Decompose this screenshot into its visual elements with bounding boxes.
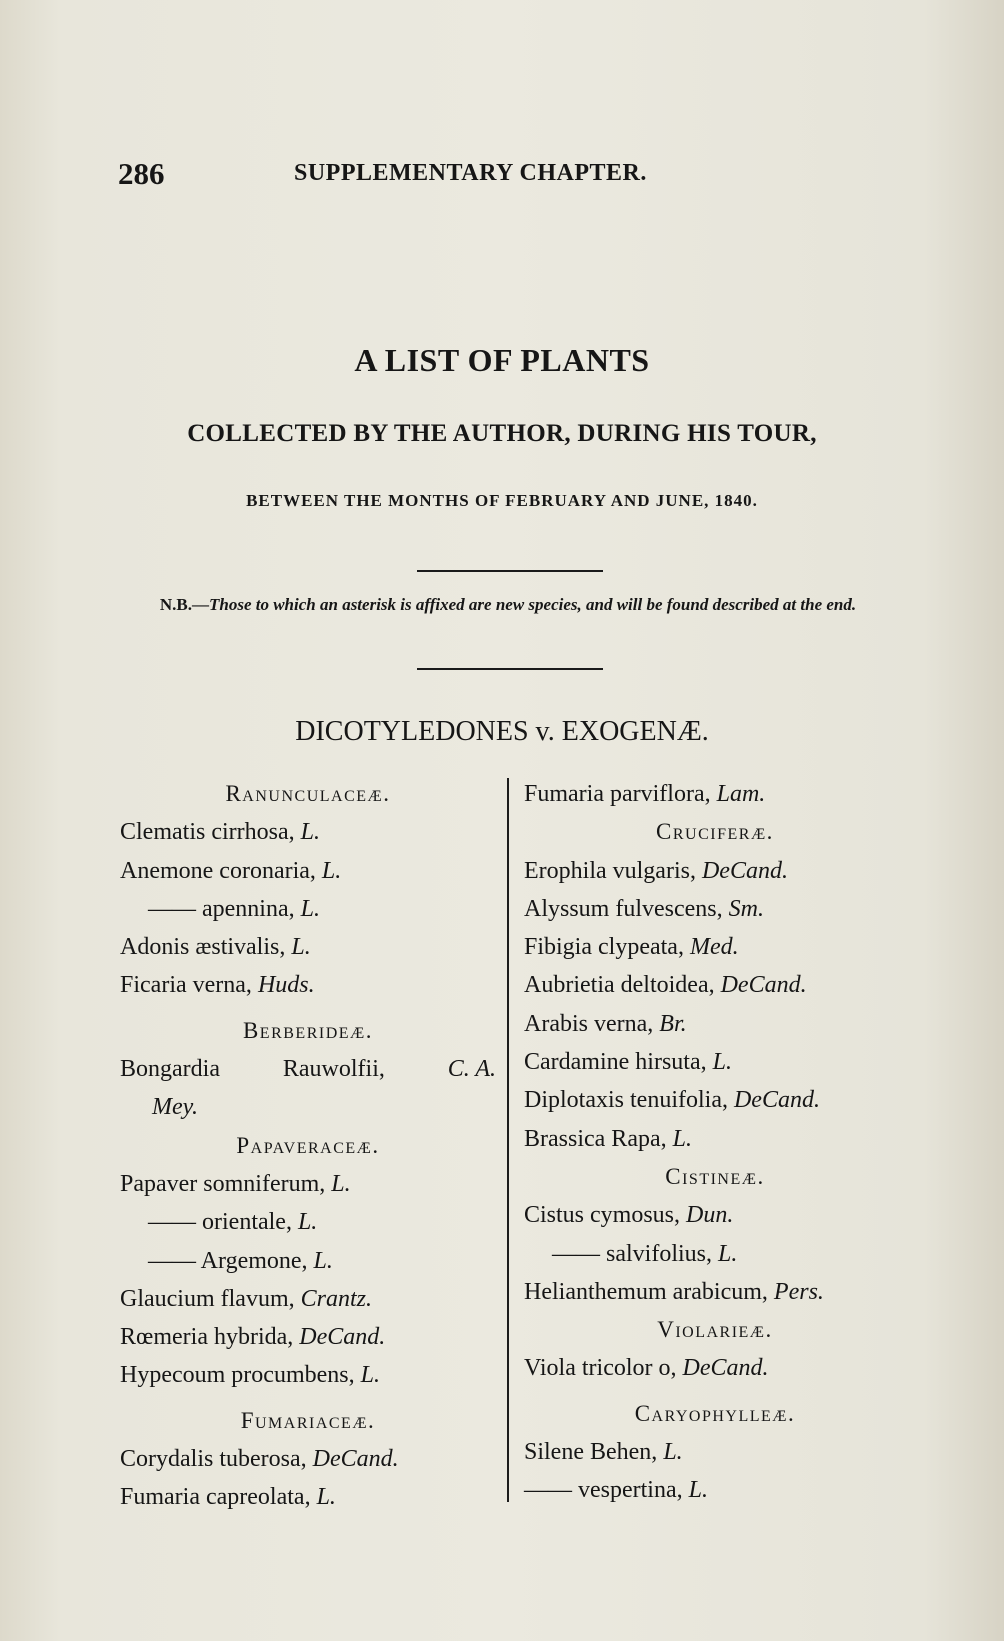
plant-author: L. [688,1477,708,1504]
family-heading: Papaveraceæ. [236,1132,380,1158]
plant-entry [524,1433,906,1471]
note [118,590,898,619]
family-heading: Caryophylleæ. [634,1400,796,1426]
plant-entry [524,1120,906,1158]
plant-name-part: Bongardia [120,1056,220,1083]
plant-author: L. [316,1484,336,1511]
plant-author: Med. [689,934,739,961]
plant-name: Hypecoum procumbens, [120,1362,361,1389]
left-column [120,775,496,1517]
plant-author: DeCand. [733,1087,820,1114]
plant-name: —— Argemone, [148,1247,314,1274]
plant-author: Crantz. [300,1285,372,1312]
plant-name: Erophila vulgaris, [524,857,702,884]
plant-entry [120,1318,496,1356]
plant-entry [524,1235,906,1273]
plant-entry [524,966,906,1004]
plant-name: Clematis cirrhosa, [120,819,301,846]
plant-name: Silene Behen, [524,1439,664,1466]
family-heading: Cruciferæ. [656,819,774,845]
plant-name: Fibigia clypeata, [524,934,690,961]
plant-author: L. [300,819,320,846]
plant-name: —— salvifolius, [552,1240,718,1267]
plant-name: Ficaria verna, [120,972,258,999]
plant-name: Cistus cymosus, [524,1202,687,1229]
plant-author: DeCand. [299,1324,386,1351]
plant-author: DeCand. [720,972,807,999]
plant-entry [524,1005,906,1043]
plant-author: L. [663,1439,683,1466]
plant-author: L. [360,1362,380,1389]
plant-name-part: Rauwolfii, [282,1056,385,1083]
plant-entry [524,1043,906,1081]
plant-entry [524,1273,906,1311]
note-prefix: N.B.— [159,595,209,614]
plant-author: L. [313,1247,333,1274]
plant-author: DeCand. [312,1446,399,1473]
plant-author: DeCand. [682,1355,769,1382]
plant-entry [120,1203,496,1241]
page-header [118,156,898,196]
plant-entry [524,1081,906,1119]
plant-author: Br. [659,1010,687,1037]
family-heading: Cistineæ. [665,1163,765,1189]
plant-author: L. [291,934,311,961]
family-heading: Violarieæ. [657,1317,773,1343]
family-heading: Ranunculaceæ. [225,781,391,806]
top-rule [417,570,603,572]
plant-name: Helianthemum arabicum, [524,1278,774,1305]
plant-author-continued: Mey. [152,1094,198,1121]
plant-name: —— orientale, [148,1209,298,1236]
plant-name: —— apennina, [148,895,301,922]
plant-name: Corydalis tuberosa, [120,1446,313,1473]
plant-entry [120,1165,496,1203]
plant-entry [120,1440,496,1478]
section-heading: DICOTYLEDONES v. EXOGENÆ. [295,716,709,747]
plant-entry [120,1478,496,1516]
bottom-rule [417,668,603,670]
plant-author: Pers. [773,1278,824,1305]
plant-name: Aubrietia deltoidea, [524,972,721,999]
family-heading: Berberideæ. [242,1017,374,1043]
plant-author: C. A. [447,1056,496,1083]
plant-name: Anemone coronaria, [120,857,322,884]
plant-author: L. [300,895,320,922]
plant-entry [120,813,496,851]
plant-name: Glaucium flavum, [120,1285,301,1312]
plant-entry [120,1356,496,1394]
plant-name: Fumaria capreolata, [120,1484,317,1511]
plant-entry [120,1242,496,1280]
plant-entry [120,1050,496,1088]
plant-name: Fumaria parviflora, [524,781,717,807]
plant-entry [120,928,496,966]
plant-entry [524,1349,906,1387]
plant-author: Sm. [728,895,764,922]
plant-name: —— vespertina, [524,1477,689,1504]
right-column [524,775,906,1510]
plant-entry [524,775,906,813]
plant-author: Huds. [257,972,315,999]
family-heading: Fumariaceæ. [240,1407,376,1433]
plant-name: Alyssum fulvescens, [524,895,729,922]
plant-name: Rœmeria hybrida, [120,1324,300,1351]
plant-author: L. [718,1240,738,1267]
list-dates: BETWEEN THE MONTHS OF FEBRUARY AND JUNE, 1840. [246,491,758,510]
plant-name: Diplotaxis tenuifolia, [524,1087,734,1114]
plant-entry [524,852,906,890]
plant-author: DeCand. [701,857,788,884]
page-number: 286 [118,156,165,191]
plant-entry [120,890,496,928]
plant-author: L. [712,1049,732,1076]
plant-author: Lam. [716,781,766,807]
plant-entry [524,1471,906,1509]
plant-entry [524,890,906,928]
plant-author: L. [321,857,342,884]
running-head: SUPPLEMENTARY CHAPTER. [294,160,647,186]
plant-author: L. [297,1209,318,1236]
list-title: A LIST OF PLANTS [354,342,650,378]
plant-name: Arabis verna, [524,1010,660,1037]
plant-author: Dun. [686,1202,734,1229]
plant-entry [524,928,906,966]
plant-author: L. [331,1170,351,1197]
plant-entry [120,852,496,890]
plant-name: Viola tricolor o, [524,1355,683,1382]
plant-entry [524,1196,906,1234]
plant-author: L. [672,1125,692,1152]
plant-name: Brassica Rapa, [524,1125,673,1152]
note-text: Those to which an asterisk is affixed are new species, and will be found described at the end. [209,595,857,614]
plant-entry [120,966,496,1004]
list-subtitle: COLLECTED BY THE AUTHOR, DURING HIS TOUR, [187,420,817,447]
plant-name: Papaver somniferum, [120,1170,332,1197]
plant-entry [120,1280,496,1318]
plant-name: Adonis æstivalis, [120,934,292,961]
column-divider [507,778,509,1502]
plant-name: Cardamine hirsuta, [524,1049,713,1076]
